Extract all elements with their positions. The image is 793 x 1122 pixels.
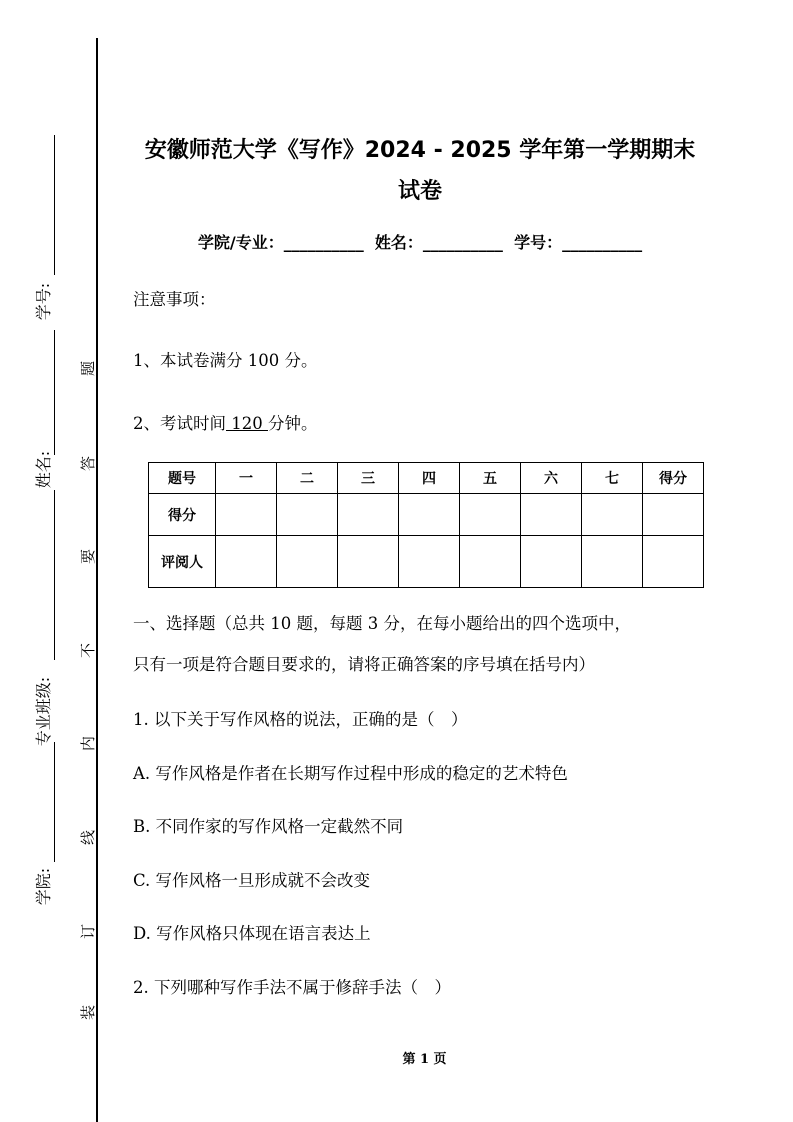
table-header: 三 — [338, 463, 399, 494]
margin-line — [54, 490, 55, 660]
margin-student-id-label: 学号: — [34, 282, 54, 321]
table-header: 四 — [399, 463, 460, 494]
score-cell[interactable] — [582, 494, 643, 536]
margin-line — [54, 135, 55, 275]
question-stem: 2. 下列哪种写作手法不属于修辞手法（ ） — [133, 978, 451, 997]
student-info-line — [120, 230, 720, 253]
name-label: 姓名： — [374, 233, 423, 252]
grader-cell[interactable] — [216, 536, 277, 588]
score-cell[interactable] — [277, 494, 338, 536]
seal-char: 答 — [79, 455, 98, 472]
grader-cell[interactable] — [643, 536, 704, 588]
exam-title-cont: 试卷 — [397, 179, 442, 204]
id-label: 学号： — [514, 233, 563, 252]
grader-cell[interactable] — [277, 536, 338, 588]
section-heading: 一、选择题（总共 10 题，每题 3 分，在每小题给出的四个选项中， — [133, 614, 631, 633]
grader-cell[interactable] — [399, 536, 460, 588]
grader-cell[interactable] — [582, 536, 643, 588]
score-cell[interactable] — [643, 494, 704, 536]
note-item: 1、本试卷满分 100 分。 — [133, 351, 318, 370]
option-c: C. 写作风格一旦形成就不会改变 — [133, 871, 371, 890]
table-header: 七 — [582, 463, 643, 494]
table-header: 五 — [460, 463, 521, 494]
score-table — [148, 462, 704, 588]
seal-char: 装 — [79, 1004, 98, 1021]
exam-duration: 120 — [226, 414, 268, 433]
seal-char: 不 — [79, 642, 98, 659]
score-cell[interactable] — [460, 494, 521, 536]
table-header: 得分 — [643, 463, 704, 494]
option-a: A. 写作风格是作者在长期写作过程中形成的稳定的艺术特色 — [133, 764, 568, 783]
seal-char: 订 — [79, 923, 98, 940]
margin-line — [54, 742, 55, 862]
table-header: 一 — [216, 463, 277, 494]
table-header: 题号 — [149, 463, 216, 494]
note-text: 2、考试时间 — [133, 414, 226, 433]
seal-char: 题 — [79, 360, 98, 377]
exam-title: 安徽师范大学《写作》2024 - 2025 学年第一学期期末 — [144, 138, 696, 163]
score-cell[interactable] — [399, 494, 460, 536]
score-cell[interactable] — [216, 494, 277, 536]
table-header: 六 — [521, 463, 582, 494]
score-cell[interactable] — [338, 494, 399, 536]
notes-heading: 注意事项： — [133, 290, 216, 309]
margin-college-label: 学院: — [34, 867, 54, 906]
note-item — [133, 410, 317, 434]
grader-cell[interactable] — [460, 536, 521, 588]
margin-line — [54, 330, 55, 455]
seal-char: 内 — [79, 735, 98, 752]
binding-line — [96, 38, 98, 1122]
college-label: 学院/专业： — [197, 233, 284, 252]
section-heading-cont: 只有一项是符合题目要求的，请将正确答案的序号填在括号内） — [133, 655, 595, 674]
seal-char: 线 — [79, 829, 98, 846]
college-blank[interactable]: __________ — [283, 233, 364, 252]
row-label: 评阅人 — [149, 536, 216, 588]
page-number: 第 1 页 — [402, 1052, 447, 1067]
note-text: 分钟。 — [267, 414, 318, 433]
table-header: 二 — [277, 463, 338, 494]
name-blank[interactable]: __________ — [422, 233, 503, 252]
id-blank[interactable]: __________ — [562, 233, 643, 252]
question-stem: 1. 以下关于写作风格的说法，正确的是（ ） — [133, 710, 468, 729]
grader-cell[interactable] — [521, 536, 582, 588]
margin-class-label: 专业班级: — [34, 676, 54, 747]
option-b: B. 不同作家的写作风格一定截然不同 — [133, 817, 404, 836]
row-label: 得分 — [149, 494, 216, 536]
margin-name-label: 姓名: — [34, 450, 54, 489]
option-d: D. 写作风格只体现在语言表达上 — [133, 924, 371, 943]
score-cell[interactable] — [521, 494, 582, 536]
seal-char: 要 — [79, 548, 98, 565]
grader-cell[interactable] — [338, 536, 399, 588]
